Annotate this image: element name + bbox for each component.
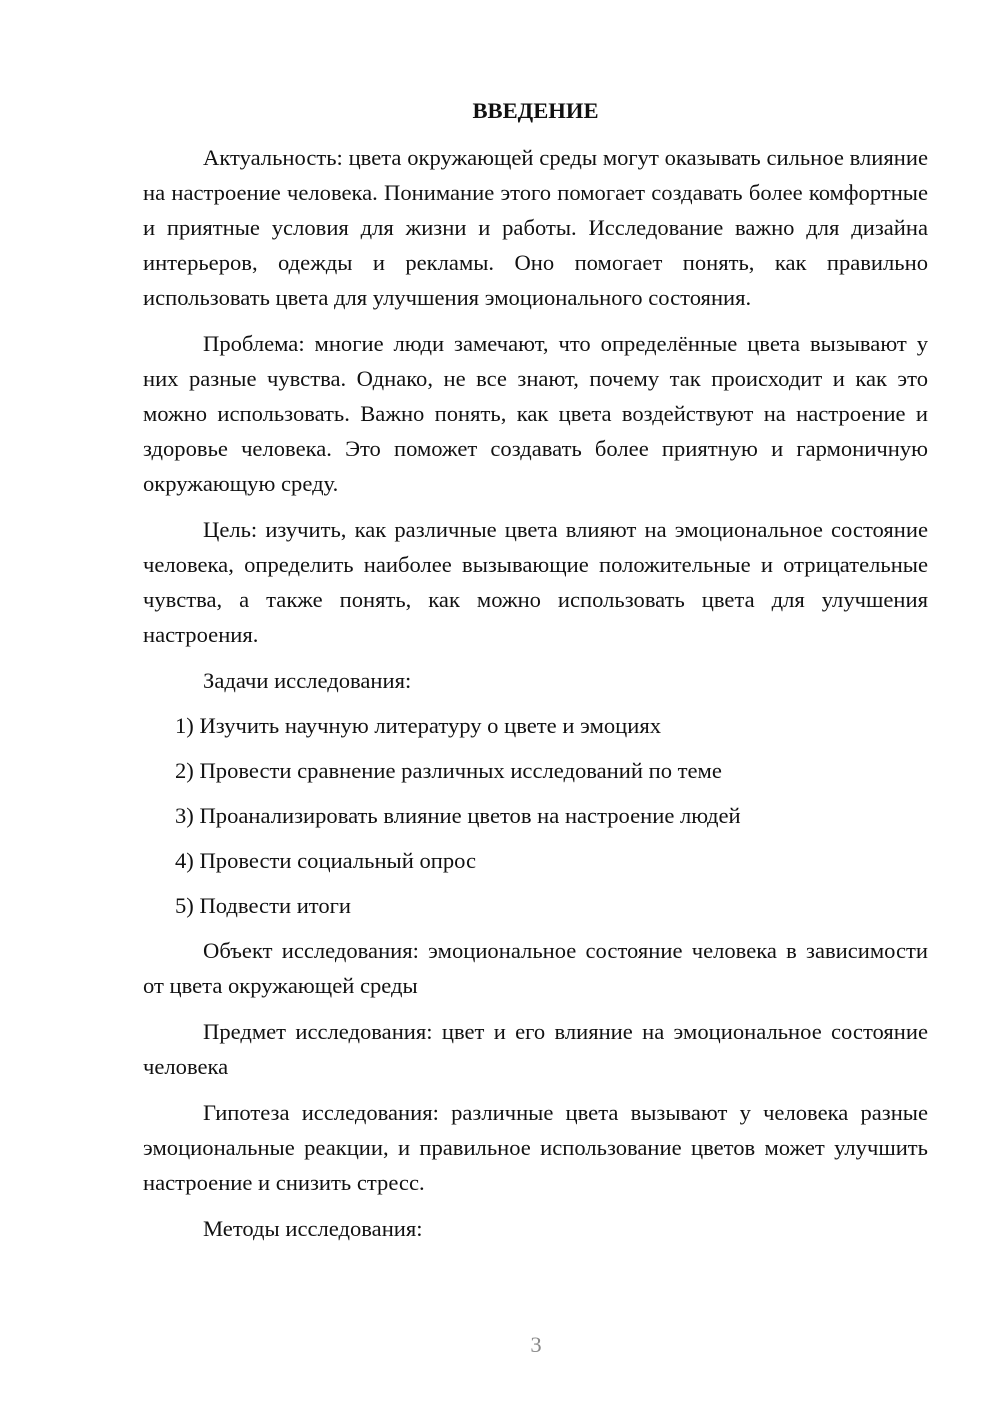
list-item: 3) Проанализировать влияние цветов на настроение людей bbox=[175, 803, 741, 828]
paragraph-goal: Цель: изучить, как различные цвета влияют на эмоциональное состояние человека, определить наиболее вызывающие положительные и отрицательные чувства, а также понять, как можно использовать цвета для улучшения настроения. bbox=[143, 517, 928, 647]
list-item: 4) Провести социальный опрос bbox=[175, 848, 477, 873]
paragraph-relevance: Актуальность: цвета окружающей среды могут оказывать сильное влияние на настроение человека. Понимание этого помогает создавать более комфортные и приятные условия для жизни и работы. Исследование важно для дизайна интерьеров, одежды и рекламы. Оно помогает понять, как правильно использовать цвета для улучшения эмоционального состояния. bbox=[143, 145, 928, 310]
page-title: ВВЕДЕНИЕ bbox=[472, 98, 599, 123]
methods-heading: Методы исследования: bbox=[203, 1216, 423, 1241]
page-number: 3 bbox=[530, 1332, 542, 1357]
paragraph-object: Объект исследования: эмоциональное состояние человека в зависимости от цвета окружающей среды bbox=[143, 938, 928, 998]
tasks-heading: Задачи исследования: bbox=[203, 668, 412, 693]
list-item: 1) Изучить научную литературу о цвете и эмоциях bbox=[175, 713, 662, 738]
page-content bbox=[143, 96, 928, 1256]
list-item: 2) Провести сравнение различных исследований по теме bbox=[175, 758, 722, 783]
paragraph-problem: Проблема: многие люди замечают, что определённые цвета вызывают у них разные чувства. Однако, не все знают, почему так происходит и как это можно использовать. Важно понять, как цвета воздействуют на настроение и здоровье человека. Это поможет создавать более приятную и гармоничную окружающую среду. bbox=[143, 331, 928, 496]
paragraph-hypothesis: Гипотеза исследования: различные цвета вызывают у человека разные эмоциональные реакции, и правильное использование цветов может улучшить настроение и снизить стресс. bbox=[143, 1100, 928, 1195]
paragraph-subject: Предмет исследования: цвет и его влияние на эмоциональное состояние человека bbox=[143, 1019, 928, 1079]
tasks-list bbox=[143, 708, 928, 923]
list-item: 5) Подвести итоги bbox=[175, 893, 352, 918]
